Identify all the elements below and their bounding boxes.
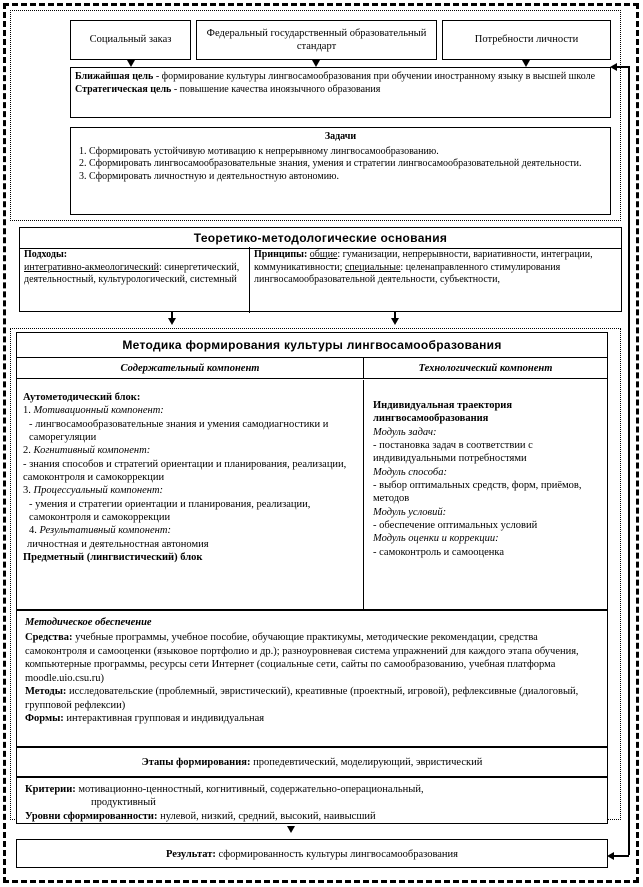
approaches-cell [24, 249, 244, 287]
result-box [16, 839, 608, 868]
tasks-title: Задачи [324, 131, 357, 142]
principles-general-text: : гуманизации, непрерывности, вариативности, интеграции, коммуникативности; [254, 249, 593, 273]
module-label: Модуль задач: [373, 426, 437, 438]
social-order-box [70, 20, 191, 60]
item-num: 3. [23, 485, 34, 497]
module-text: - постановка задач в соответствии с индивидуальными потребностями [373, 439, 533, 465]
principles-label: Принципы: [254, 249, 308, 260]
task-item: 1. Сформировать устойчивую мотивацию к непрерывному лингвосамообразованию. [79, 145, 439, 157]
forms-text: интерактивная групповая и индивидуальная [63, 713, 265, 725]
approaches-label: Подходы: [24, 249, 68, 260]
means-label: Средства: [25, 632, 73, 644]
forms-label: Формы: [25, 713, 64, 725]
criteria-box [16, 777, 608, 824]
result-label: Результат: [165, 849, 216, 860]
module-label: Модуль условий: [373, 506, 447, 518]
criteria-text: мотивационно-ценностный, когнитивный, содержательно-операциональный, [75, 784, 424, 795]
needs-box [442, 20, 611, 60]
near-goal-label: Ближайшая цель [75, 71, 154, 82]
theory-title: Теоретико-методологические основания [20, 228, 621, 249]
criteria-text-2: продуктивный [91, 797, 156, 809]
cognitive-label: Когнитивный компонент: [33, 445, 151, 457]
autometh-block-title: Аутометодический блок: [23, 392, 141, 403]
task-item: 3. Сформировать личностную и деятельностную автономию. [79, 170, 340, 182]
principles-special-text: : целенаправленного стимулирования лингвосамообразовательной деятельности, субъектности, [254, 261, 561, 285]
motivation-label: Мотивационный компонент: [33, 405, 164, 417]
theory-box [19, 227, 622, 312]
connector-line [171, 312, 173, 319]
item-num: 4. [29, 525, 40, 537]
criteria-label: Критерии: [25, 784, 76, 795]
feedback-line [628, 66, 630, 855]
arrow-down-icon [312, 60, 320, 67]
stages-label: Этапы формирования: [141, 757, 251, 768]
principles-special-label: специальные [344, 261, 401, 273]
approaches-underlined: интегративно-акмеологический [24, 261, 160, 273]
arrow-down-icon [168, 318, 176, 325]
arrow-down-icon [391, 318, 399, 325]
approaches-rest: : синергетический, деятельностный, культурологический, системный [24, 261, 240, 285]
principles-cell [254, 249, 616, 287]
module-text: - самоконтроль и самооценка [373, 546, 504, 558]
fgos-text: Федеральный государственный образовательный стандарт [206, 27, 427, 52]
module-label: Модуль оценки и коррекции: [373, 533, 499, 545]
means-text: учебные программы, учебное пособие, обучающие практикумы, методические рекомендации, средства самоконтроля и самооценки (языковое портфолио и др.); разноуровневая система упражнений для каждого этапа обучения, компьютерные программы, ресурсы сети Интернет (социальные сети, сайты по самообразованию, учебная платформа moodle.uio.csu.ru) [25, 632, 579, 684]
motivation-text: - лингвосамообразовательные знания и умения самодиагностики и саморегуляции [29, 418, 329, 443]
principles-general-label: общие [309, 249, 338, 260]
support-box [16, 610, 608, 747]
column-divider [363, 380, 364, 611]
fgos-box [196, 20, 437, 60]
process-label: Процессуальный компонент: [33, 485, 164, 497]
method-title: Методика формирования культуры лингвосамообразования [17, 333, 607, 358]
levels-text: нулевой, низкий, средний, высокий, наивысший [157, 810, 376, 822]
tasks-box [70, 127, 611, 215]
subject-block-title: Предметный (лингвистический) блок [23, 551, 203, 563]
support-title: Методическое обеспечение [25, 617, 152, 628]
content-column-header: Содержательный компонент [17, 358, 364, 378]
near-goal-text: - формирование культуры лингвосамообразования при обучении иностранному языку в высшей школе [153, 71, 596, 82]
module-text: - выбор оптимальных средств, форм, приёмов, методов [373, 479, 582, 505]
result-component-text: личностная и деятельностная автономия [27, 538, 209, 550]
methods-text: исследовательские (проблемный, эвристический), креативные (проектный, игровой), рефлексивные (диалоговый, групповой рефлексии) [25, 686, 579, 711]
content-component [23, 391, 357, 564]
module-text: - обеспечение оптимальных условий [373, 519, 538, 531]
trajectory-title: Индивидуальная траектория лингвосамообразования [373, 400, 513, 425]
goals-box [70, 67, 611, 118]
connector-line [394, 312, 396, 319]
levels-label: Уровни сформированности: [25, 810, 158, 822]
strategic-goal-text: - повышение качества иноязычного образования [171, 83, 381, 95]
arrow-left-icon [607, 852, 614, 860]
item-num: 2. [23, 445, 34, 457]
cognitive-text: - знания способов и стратегий ориентации и планирования, реализации, самоконтроля и самокоррекции [23, 458, 347, 483]
feedback-line [614, 855, 629, 857]
stages-box [16, 747, 608, 777]
stages-text: пропедевтический, моделирующий, эвристический [250, 757, 483, 768]
task-item: 2. Сформировать лингвосамообразовательные знания, умения и стратегии лингвосамообразовательной деятельности. [79, 158, 582, 169]
arrow-left-icon [610, 63, 617, 71]
theory-divider [249, 247, 250, 313]
process-text: - умения и стратегии ориентации и планирования, реализации, самоконтроля и самокоррекции [29, 498, 311, 523]
arrow-down-icon [522, 60, 530, 67]
result-text: сформированность культуры лингвосамообразования [215, 849, 459, 860]
arrow-down-icon [287, 826, 295, 833]
item-num: 1. [23, 405, 34, 417]
result-component-label: Результативный компонент: [39, 525, 171, 537]
tech-component [373, 399, 603, 559]
method-box [16, 332, 608, 610]
module-label: Модуль способа: [373, 466, 447, 478]
tech-column-header: Технологический компонент [418, 363, 553, 374]
social-order-text: Социальный заказ [89, 34, 172, 46]
methods-label: Методы: [25, 686, 67, 698]
strategic-goal-label: Стратегическая цель [75, 83, 172, 95]
arrow-down-icon [127, 60, 135, 67]
needs-text: Потребности личности [474, 34, 579, 46]
